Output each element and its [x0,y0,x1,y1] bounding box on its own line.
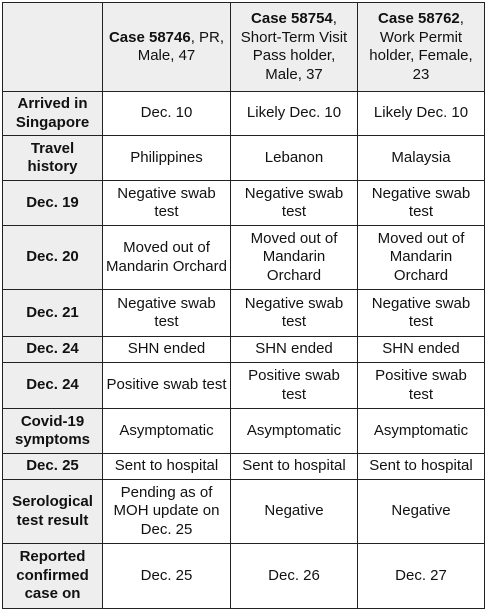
row-label: Dec. 21 [3,290,103,337]
column-header-case-58754 [231,3,358,92]
table-cell: Moved out of Mandarin Orchard [231,226,358,290]
table-cell: Moved out of Mandarin Orchard [358,226,485,290]
table-cell: Asymptomatic [103,409,231,454]
table-cell: Asymptomatic [231,409,358,454]
table-cell: Negative swab test [231,181,358,226]
row-label: Serological test result [3,480,103,544]
table-cell: Likely Dec. 10 [358,92,485,136]
table-cell: Dec. 10 [103,92,231,136]
table-cell: Sent to hospital [103,454,231,480]
table-cell: Dec. 25 [103,544,231,609]
table-cell: Lebanon [231,136,358,181]
row-label: Arrived in Singapore [3,92,103,136]
case-details: , PR, Male, 47 [137,28,225,64]
row-label: Reported confirmed case on [3,544,103,609]
table-row [3,290,485,337]
table-cell: Negative swab test [358,290,485,337]
table-cell: Negative [231,480,358,544]
table-row [3,181,485,226]
case-id: Case 58762 [378,10,460,27]
table-row [3,363,485,409]
table-cell: Positive swab test [103,363,231,409]
table-cell: Positive swab test [231,363,358,409]
table-cell: Dec. 27 [358,544,485,609]
table-cell: Dec. 26 [231,544,358,609]
table-row [3,337,485,363]
table-cell: Negative swab test [103,290,231,337]
row-label: Travel history [3,136,103,181]
case-details: , Work Permit holder, Female, 23 [369,10,473,83]
row-label: Dec. 25 [3,454,103,480]
column-header-case-58762 [358,3,485,92]
table-cell: Moved out of Mandarin Orchard [103,226,231,290]
table-cell: Asymptomatic [358,409,485,454]
table-cell: Pending as of MOH update on Dec. 25 [103,480,231,544]
table-cell: Philippines [103,136,231,181]
table-cell: Negative swab test [103,181,231,226]
table-cell: Negative [358,480,485,544]
table-cell: Sent to hospital [231,454,358,480]
table-row [3,92,485,136]
header-row [3,3,485,92]
case-timeline-table [2,2,485,609]
case-id: Case 58746 [108,28,191,46]
table-cell: Likely Dec. 10 [231,92,358,136]
row-label: Dec. 20 [3,226,103,290]
table-cell: SHN ended [358,337,485,363]
row-label: Covid-19 symptoms [3,409,103,454]
table-cell: Positive swab test [358,363,485,409]
table-cell: Malaysia [358,136,485,181]
corner-cell [3,3,103,92]
table-row [3,454,485,480]
row-label: Dec. 24 [3,337,103,363]
case-details: , Short-Term Visit Pass holder, Male, 37 [240,10,348,83]
table-cell: SHN ended [103,337,231,363]
table-cell: Sent to hospital [358,454,485,480]
table-row [3,226,485,290]
table-cell: Negative swab test [231,290,358,337]
table-row [3,136,485,181]
table-row [3,409,485,454]
row-label: Dec. 24 [3,363,103,409]
case-id: Case 58754 [251,10,333,27]
table-cell: Negative swab test [358,181,485,226]
table-row [3,480,485,544]
table-row [3,544,485,609]
row-label: Dec. 19 [3,181,103,226]
table-cell: SHN ended [231,337,358,363]
column-header-case-58746 [103,3,231,92]
